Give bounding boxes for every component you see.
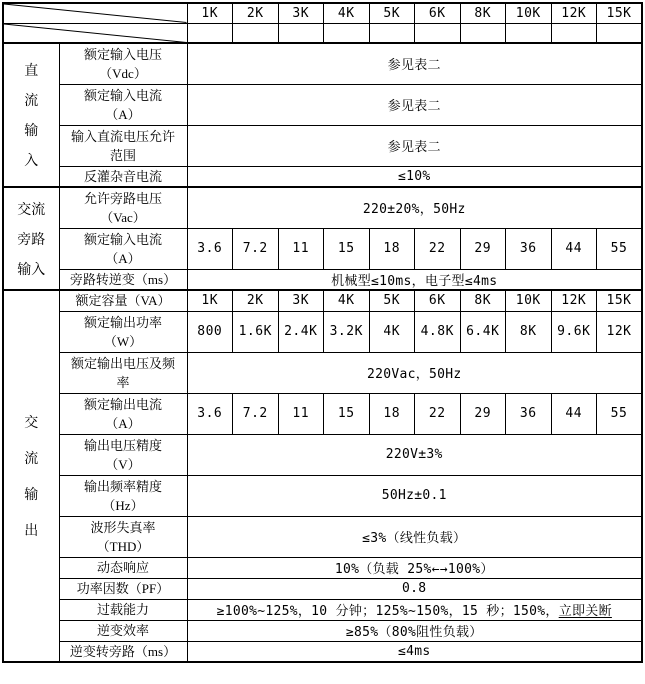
- table-row: [3, 516, 642, 557]
- table-row: [3, 84, 642, 125]
- empty-header-cell: [415, 23, 461, 43]
- spanned-value: [187, 641, 642, 662]
- column-header: 3K: [278, 3, 324, 23]
- table-row: [3, 125, 642, 166]
- cell-value: 4K: [369, 311, 415, 352]
- cell-value: 22: [415, 393, 461, 434]
- row-label: [59, 166, 187, 187]
- table-row: [3, 599, 642, 620]
- row-label-line: 额定输出电压及频: [70, 355, 175, 371]
- diagonal-line-icon: [4, 4, 187, 23]
- cell-value: 6K: [415, 290, 461, 311]
- cell-value: 1K: [187, 290, 233, 311]
- cell-value: 55: [597, 393, 643, 434]
- row-label-line: （Hz）: [102, 497, 144, 513]
- spanned-value-text: 220V±3%: [385, 447, 443, 462]
- group-label-line: 交: [24, 416, 39, 431]
- row-label-line: 逆变效率: [96, 623, 149, 638]
- spanned-value: [187, 125, 642, 166]
- row-label-line: 旁路转逆变（ms）: [69, 271, 177, 287]
- cell-value: 5K: [369, 290, 415, 311]
- spanned-value-text: 参见表二: [387, 140, 441, 155]
- cell-value: 4K: [324, 290, 370, 311]
- row-label-line: （A）: [105, 415, 141, 431]
- group-label-line: 入: [24, 154, 39, 169]
- row-label-line: 输出电压精度: [83, 437, 162, 453]
- row-label-line: （Vdc）: [99, 65, 147, 81]
- row-label: [59, 352, 187, 393]
- cell-value: 15: [324, 228, 370, 269]
- cell-value: 15K: [597, 290, 643, 311]
- diagonal-line-icon: [4, 24, 187, 43]
- row-label-line: （W）: [103, 333, 143, 349]
- spanned-value-text: ≥85%（80%阻性负载）: [345, 625, 483, 640]
- row-label-line: 额定输入电压: [83, 46, 162, 62]
- table-row: [3, 557, 642, 578]
- row-label-line: 额定输出功率: [83, 314, 162, 330]
- column-header: 5K: [369, 3, 415, 23]
- cell-value: 800: [187, 311, 233, 352]
- table-row: [3, 475, 642, 516]
- empty-header-cell: [187, 23, 233, 43]
- column-header-row: [3, 3, 642, 23]
- cell-value: 36: [506, 228, 552, 269]
- row-group-label-dc-input: [3, 43, 59, 187]
- spanned-value: [187, 187, 642, 228]
- spanned-value-text: ≤10%: [397, 168, 431, 184]
- spanned-value-text: 参见表二: [387, 99, 441, 114]
- empty-header-cell: [460, 23, 506, 43]
- cell-value: 12K: [597, 311, 643, 352]
- column-header: 12K: [551, 3, 597, 23]
- group-label-line: 输: [24, 488, 39, 503]
- cell-value: 3K: [278, 290, 324, 311]
- column-header: 4K: [324, 3, 370, 23]
- row-label: [59, 516, 187, 557]
- table-row: [3, 620, 642, 641]
- cell-value: 44: [551, 393, 597, 434]
- row-label-line: 动态响应: [96, 560, 149, 575]
- spanned-value: [187, 166, 642, 187]
- spanned-value: [187, 352, 642, 393]
- spanned-value-text: 220Vac，50Hz: [366, 367, 462, 382]
- table-row: [3, 187, 642, 228]
- cell-value: 6.4K: [460, 311, 506, 352]
- cell-value: 12K: [551, 290, 597, 311]
- row-label-line: 反灌杂音电流: [83, 168, 162, 184]
- empty-header-cell: [233, 23, 279, 43]
- group-label-line: 输: [24, 124, 39, 139]
- row-label: [59, 290, 187, 311]
- row-label-line: 额定输入电流: [83, 231, 162, 247]
- spanned-value: [187, 43, 642, 84]
- cell-value: 8K: [506, 311, 552, 352]
- row-group-label-ac-bypass-input: [3, 187, 59, 290]
- cell-value: 3.6: [187, 228, 233, 269]
- group-label-line: 直: [24, 64, 39, 79]
- spanned-value: [187, 84, 642, 125]
- spanned-value-text: 机械型≤10ms，电子型≤4ms: [331, 273, 498, 289]
- row-label: [59, 187, 187, 228]
- spanned-value-text: ≥100%~125%，10 分钟；125%~150%，15 秒；150%，: [216, 604, 559, 619]
- cell-value: 18: [369, 393, 415, 434]
- row-group-label-ac-output: [3, 290, 59, 662]
- column-header: 8K: [460, 3, 506, 23]
- row-label-line: 率: [116, 374, 130, 390]
- row-label-line: （A）: [105, 250, 141, 266]
- cell-value: 8K: [460, 290, 506, 311]
- row-label: [59, 269, 187, 290]
- column-header: 1K: [187, 3, 233, 23]
- cell-value: 3.2K: [324, 311, 370, 352]
- cell-value: 10K: [506, 290, 552, 311]
- empty-header-cell: [506, 23, 552, 43]
- row-label-line: 波形失真率: [90, 519, 156, 535]
- spanned-value-text: 10%（负载 25%←→100%）: [334, 562, 494, 577]
- row-label-line: 输入直流电压允许: [70, 128, 175, 144]
- row-label-line: （A）: [105, 106, 141, 122]
- cell-value: 4.8K: [415, 311, 461, 352]
- cell-value: 3.6: [187, 393, 233, 434]
- cell-value: 7.2: [233, 393, 279, 434]
- column-header: 6K: [415, 3, 461, 23]
- row-label-line: 允许旁路电压: [83, 190, 162, 206]
- cell-value: 7.2: [233, 228, 279, 269]
- row-label: [59, 620, 187, 641]
- column-header: 15K: [597, 3, 643, 23]
- table-row: [3, 393, 642, 434]
- spanned-value-text: 0.8: [402, 581, 427, 596]
- cell-value: 18: [369, 228, 415, 269]
- spec-table: [2, 2, 643, 663]
- spanned-value: [187, 516, 642, 557]
- row-label-line: 逆变转旁路（ms）: [69, 643, 177, 659]
- table-row: [3, 641, 642, 662]
- row-label: [59, 228, 187, 269]
- column-header: 10K: [506, 3, 552, 23]
- cell-value: 15: [324, 393, 370, 434]
- row-label: [59, 578, 187, 599]
- row-label-line: 过载能力: [96, 602, 149, 617]
- empty-header-cell: [597, 23, 643, 43]
- empty-header-cell: [551, 23, 597, 43]
- row-label: [59, 43, 187, 84]
- row-label: [59, 393, 187, 434]
- spanned-value: [187, 599, 642, 620]
- row-label-line: 额定输入电流: [83, 87, 162, 103]
- table-row: [3, 166, 642, 187]
- row-label-line: （THD）: [96, 538, 150, 554]
- spanned-value: [187, 475, 642, 516]
- empty-header-cell: [369, 23, 415, 43]
- row-label: [59, 125, 187, 166]
- cell-value: 2.4K: [278, 311, 324, 352]
- cell-value: 36: [506, 393, 552, 434]
- empty-header-row: [3, 23, 642, 43]
- cell-value: 9.6K: [551, 311, 597, 352]
- table-header: [3, 3, 642, 43]
- cell-value: 22: [415, 228, 461, 269]
- row-label: [59, 599, 187, 620]
- group-label-line: 输入: [17, 262, 46, 278]
- row-label-line: 输出频率精度: [83, 478, 162, 494]
- cell-value: 11: [278, 228, 324, 269]
- cell-value: 44: [551, 228, 597, 269]
- cell-value: 11: [278, 393, 324, 434]
- row-label-line: 额定输出电流: [83, 396, 162, 412]
- table-row: [3, 269, 642, 290]
- empty-header-cell: [324, 23, 370, 43]
- spanned-value: [187, 434, 642, 475]
- spanned-value: [187, 557, 642, 578]
- spanned-value: [187, 620, 642, 641]
- table-row: [3, 434, 642, 475]
- row-label: [59, 557, 187, 578]
- table-row: [3, 352, 642, 393]
- table-row: [3, 43, 642, 84]
- spanned-value-text: 50Hz±0.1: [381, 488, 447, 503]
- table-body: [3, 43, 642, 662]
- row-label: [59, 641, 187, 662]
- table-row: [3, 290, 642, 311]
- spanned-value-text: 220±20%，50Hz: [362, 202, 466, 218]
- row-label-line: 范围: [109, 147, 136, 163]
- table-row: [3, 578, 642, 599]
- spanned-value: [187, 269, 642, 290]
- table-row: [3, 311, 642, 352]
- table-row: [3, 228, 642, 269]
- row-label: [59, 84, 187, 125]
- row-label-line: 额定容量（VA）: [75, 293, 171, 309]
- spanned-value-underlined-text: 立即关断: [558, 604, 612, 619]
- spanned-value-text: 参见表二: [387, 58, 441, 74]
- group-label-line: 流: [24, 452, 39, 467]
- row-label-line: （V）: [105, 456, 141, 472]
- spanned-value-text: ≤3%（线性负载）: [362, 531, 467, 546]
- spanned-value-text: ≤4ms: [397, 643, 431, 659]
- cell-value: 55: [597, 228, 643, 269]
- cell-value: 29: [460, 228, 506, 269]
- group-label-line: 交流: [17, 202, 46, 218]
- group-label-line: 出: [24, 524, 39, 539]
- cell-value: 29: [460, 393, 506, 434]
- row-label-line: （Vac）: [100, 209, 146, 225]
- spanned-value: [187, 578, 642, 599]
- group-label-line: 旁路: [17, 232, 46, 248]
- diagonal-header-cell: [3, 3, 187, 23]
- group-label-line: 流: [24, 94, 39, 109]
- cell-value: 2K: [233, 290, 279, 311]
- column-header: 2K: [233, 3, 279, 23]
- row-label: [59, 434, 187, 475]
- row-label: [59, 311, 187, 352]
- cell-value: 1.6K: [233, 311, 279, 352]
- diagonal-header-cell: [3, 23, 187, 43]
- row-label-line: 功率因数（PF）: [76, 581, 170, 596]
- row-label: [59, 475, 187, 516]
- empty-header-cell: [278, 23, 324, 43]
